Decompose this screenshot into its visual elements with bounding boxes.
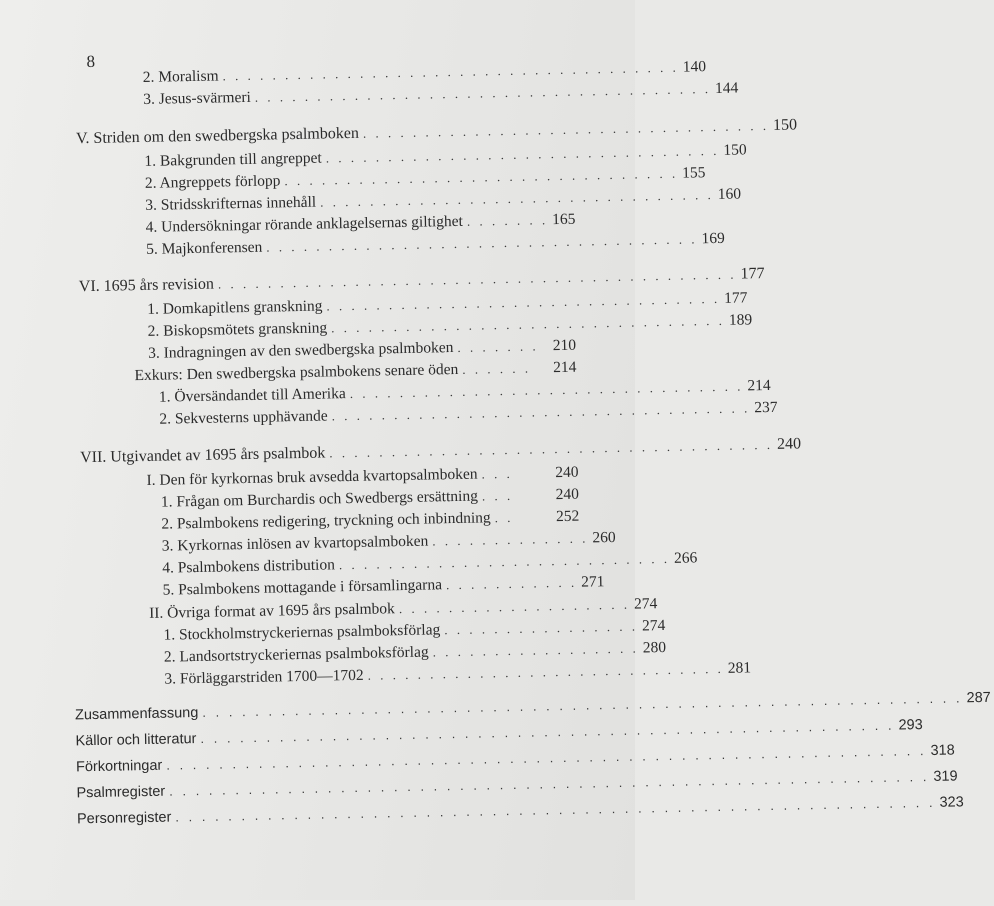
- toc-entry-page: 150: [772, 116, 798, 134]
- toc-entry-label: 2. Psalmbokens redigering, tryckning och inbindning: [161, 509, 491, 533]
- leader-dots: . . . . . . . . . . . . . . . . . . . . . . . . . . . . . . . . . . . . .: [222, 59, 679, 84]
- toc-entry-page: 252: [555, 507, 580, 526]
- toc-entry-page: 240: [555, 463, 579, 482]
- leader-dots: . . . . . . . . . . . . . . . . . . . . . . . . . . . . . . . .: [320, 187, 714, 210]
- leader-dots: . . . . . . . . . . . . . . . . . . . . . . . . . . . . . . . . . . . . . . . . . . . . . . . . . . . . . . . . . .: [169, 768, 930, 799]
- toc-entry-page: 280: [642, 639, 667, 657]
- toc-entry-label: I. Den för kyrkornas bruk avsedda kvartopsalmboken: [146, 465, 478, 489]
- toc-entry-label: V. Striden om den swedbergska psalmboken: [75, 124, 360, 148]
- leader-dots: . . . . . . . . . . . . . . . . . . . . . . . . . . . . . . . .: [331, 312, 726, 336]
- toc-entry-label: 5. Majkonferensen: [145, 238, 263, 258]
- toc-entry-label: Psalmregister: [76, 783, 166, 802]
- toc-entry-page: 214: [747, 376, 771, 395]
- toc-entry-page: 271: [581, 573, 605, 591]
- leader-dots: . . . . . . . . . . . . . . . . . . . . . . . . . . . . . . . .: [284, 165, 679, 189]
- toc-entry-page: 319: [933, 768, 958, 785]
- toc-entry-label: 1. Domkapitlens granskning: [147, 297, 323, 318]
- toc-entry-label: Källor och litteratur: [75, 731, 197, 750]
- toc-entry-label: 3. Stridsskrifternas innehåll: [145, 193, 317, 214]
- toc-entry-page: 266: [673, 549, 698, 567]
- toc-entry-page: 160: [717, 185, 742, 203]
- leader-dots: . . . . . .: [462, 360, 532, 377]
- toc-entry-page: 274: [641, 617, 666, 635]
- toc-entry-label: 2. Angreppets förlopp: [144, 172, 281, 192]
- leader-dots: . . . . . . . . . . . . . . . . . . . . . . . . . . . . . . . . . . . . . . . . . . . . . . . . . . . . . . . . . .: [202, 690, 963, 720]
- toc-entry-label: 1. Översändandet till Amerika: [158, 385, 346, 406]
- toc-entry-page: 140: [682, 58, 707, 76]
- leader-dots: . . . . . . . . . . . . . . . . . . . . . . . . . . . . . . . . . . .: [266, 231, 698, 255]
- leader-dots: . . . . . . .: [466, 212, 549, 229]
- toc-entry-page: 177: [723, 289, 748, 307]
- toc-entry-page: 144: [714, 79, 739, 97]
- toc-entry-page: 169: [701, 229, 725, 248]
- toc-entry-page: 281: [727, 659, 752, 677]
- leader-dots: . . . . . . . . . . . . . . . . . . . . . . . . . . . . . . . .: [325, 142, 720, 166]
- toc-entry-label: 2. Moralism: [142, 67, 219, 86]
- toc-entry-page: 210: [552, 336, 577, 355]
- toc-entry-backmatter: [76, 794, 964, 831]
- leader-dots: . . . . . . . . . . .: [445, 574, 578, 593]
- toc-entry-label: 1. Frågan om Burchardis och Swedbergs ersättning: [160, 487, 479, 511]
- toc-entry-label: Förkortningar: [75, 757, 163, 776]
- leader-dots: . .: [494, 509, 514, 526]
- toc-entry-label: 2. Biskopsmötets granskning: [147, 319, 328, 340]
- leader-dots: . . . . . . . . . . . . . . . . . . . . . . . . . . . . . . . . . . . .: [329, 436, 774, 461]
- toc-entry-label: Personregister: [76, 809, 172, 828]
- leader-dots: . . . . . . . . . . . . . . . . . . . . . . . . . . . . . . . . . . . . . . . . . . . . . . . . . . . . .: [200, 717, 895, 746]
- leader-dots: . . . . . . . . . . . . . . . . . . . . . . . . . . . . . . . . . . . . . . . . . . . . . . . . . . . . . . . . . .: [166, 743, 927, 773]
- toc-entry-label: 4. Psalmbokens distribution: [162, 556, 336, 577]
- toc-entry-label: VI. 1695 års revision: [78, 275, 215, 296]
- leader-dots: . . . . . . . . . . . . . . . . . . . . . . . . . . . . . . . . .: [362, 117, 770, 141]
- leader-dots: . . . . . . . . . . . . . . . . . . . . . . . . . . . . . . . . . . . . . . . . . . . . . . . . . . . . . . . . . .: [175, 794, 936, 825]
- page-number: 8: [86, 51, 96, 72]
- toc-entry-page: 240: [555, 485, 580, 504]
- toc-entry-page: 293: [898, 717, 923, 734]
- leader-dots: . . . . . . . . . . . . . . . . . . . . . . . . . . . . . . . .: [349, 378, 744, 402]
- leader-dots: . . . . . . . . . . . . . . . . . . . . . . . . . . . . . . . . . .: [331, 400, 751, 424]
- toc-entry-page: 177: [740, 265, 765, 283]
- leader-dots: . . . . . . . . . . . . . . . . . . . . . . . . . . . . . . . . . . . . .: [254, 81, 712, 105]
- leader-dots: . . . . . . . . . . . . . . . . . . . . . . . . . . . . . . . .: [326, 290, 721, 314]
- toc-entry-label: 2. Landsortstryckeriernas psalmboksförlag: [163, 643, 429, 666]
- toc-entry-label: 1. Stockholmstryckeriernas psalmboksförlag: [163, 621, 441, 644]
- toc-entry-page: 189: [728, 311, 753, 329]
- toc-entry-page: 287: [966, 689, 991, 707]
- toc-entry-page: 323: [939, 794, 964, 811]
- toc-entry-label: Zusammenfassung: [74, 705, 199, 724]
- leader-dots: . . . . . . . . . . . . . . . .: [444, 618, 639, 638]
- toc-entry-page: 150: [723, 141, 747, 159]
- toc-entry-label: 3. Kyrkornas inlösen av kvartopsalmboken: [161, 532, 429, 555]
- leader-dots: . . .: [481, 465, 513, 482]
- toc-entry-label: 3. Indragningen av den swedbergska psalmboken: [147, 339, 454, 362]
- toc-entry-label: II. Övriga format av 1695 års psalmbok: [148, 600, 396, 622]
- toc-entry-label: 2. Sekvesterns upphävande: [159, 407, 328, 428]
- leader-dots: . . . . . . . . . . . . . . . . . . . . . . . . . . . . .: [367, 660, 724, 683]
- toc-entry-page: 260: [592, 528, 616, 547]
- toc-entry-label: 5. Psalmbokens mottagande i församlingarna: [162, 576, 443, 599]
- toc-entry-label: 4. Undersökningar rörande anklagelsernas giltighet: [145, 212, 464, 236]
- leader-dots: . . .: [481, 487, 514, 504]
- toc-entry-page: 214: [553, 358, 577, 377]
- toc-entry-page: 318: [930, 742, 955, 759]
- toc-entry-page: 274: [633, 595, 658, 613]
- toc-entry-page: 165: [551, 210, 576, 229]
- toc-entry-label: 3. Förläggarstriden 1700—1702: [164, 666, 364, 688]
- toc-entry-label: 3. Jesus-svärmeri: [143, 88, 252, 108]
- leader-dots: . . . . . . . . . . . . . . . . . . .: [398, 596, 631, 617]
- toc-entry-page: 155: [681, 164, 706, 182]
- leader-dots: . . . . . . . . . . . . . . . . .: [432, 640, 639, 660]
- leader-dots: . . . . . . . . . . . . . . . . . . . . . . . . . . .: [338, 550, 671, 573]
- toc-entry-label: VII. Utgivandet av 1695 års psalmbok: [79, 444, 326, 467]
- toc-entry-page: 237: [754, 398, 778, 417]
- leader-dots: . . . . . . . . . . . . .: [432, 530, 589, 549]
- toc-entry-label: 1. Bakgrunden till angreppet: [144, 149, 322, 170]
- toc-entry-page: 240: [776, 435, 802, 453]
- leader-dots: . . . . . . . . . . . . . . . . . . . . . . . . . . . . . . . . . . . . . . . . . .: [217, 266, 737, 292]
- leader-dots: . . . . . . .: [457, 338, 539, 355]
- toc-entry-label: Exkurs: Den swedbergska psalmbokens senare öden: [134, 360, 459, 385]
